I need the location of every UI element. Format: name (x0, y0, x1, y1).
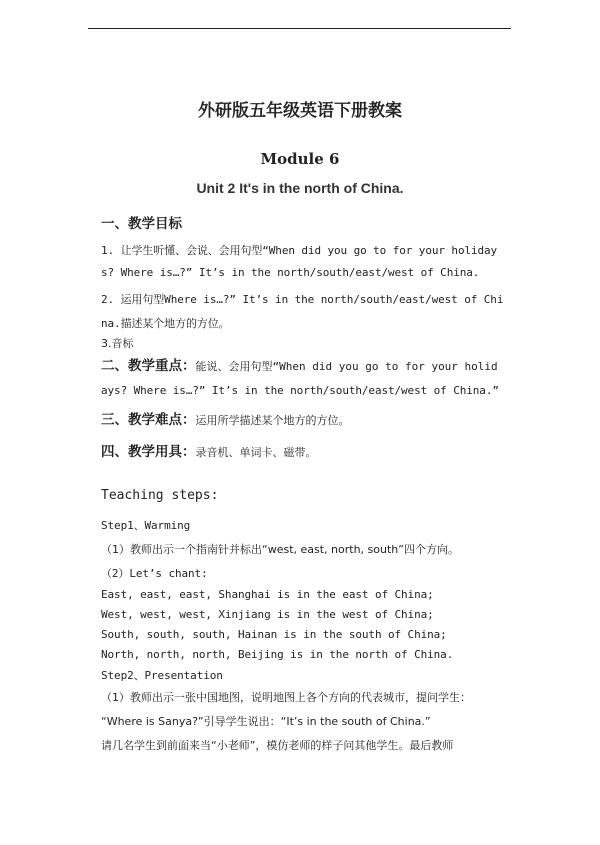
section-aids-heading: 四、教学用具： (101, 444, 196, 460)
document-title: 外研版五年级英语下册教案 (198, 101, 402, 121)
difficulties-row (101, 408, 350, 428)
chant-line: North, north, north, Beijing is in the north of China. (101, 648, 454, 661)
step2-line-2: “Where is Sanya?”引导学生说出：“It’s in the south of China.” (101, 715, 431, 728)
objective-2-line-1: 2. 运用句型Where is…?” It’s in the north/south/east/west of Chi (101, 293, 504, 306)
objective-1-line-1: 1. 让学生听懂、会说、会用句型“When did you go to for your holiday (101, 244, 498, 257)
aids-row (101, 440, 317, 460)
section-difficulties-heading: 三、教学难点： (101, 412, 196, 428)
chant-line: East, east, east, Shanghai is in the east of China; (101, 588, 434, 601)
key-points-row (101, 354, 498, 374)
teaching-steps-heading: Teaching steps: (101, 488, 219, 503)
chant-line: South, south, south, Hainan is in the south of China; (101, 628, 447, 641)
unit-heading: Unit 2 It's in the north of China. (196, 180, 404, 196)
step1-item-2: （2）Let’s chant: (101, 567, 208, 580)
step2-line-1: （1）教师出示一张中国地图，说明地图上各个方向的代表城市，提问学生： (101, 691, 471, 704)
objective-1-line-2: s? Where is…?” It’s in the north/south/east/west of China. (101, 266, 480, 279)
step2-line-3: 请几名学生到前面来当“小老师”，模仿老师的样子问其他学生。最后教师 (101, 739, 454, 752)
objective-2-line-2: na.描述某个地方的方位。 (101, 317, 230, 330)
difficulties-text: 运用所学描述某个地方的方位。 (195, 414, 350, 427)
key-points-line-1: 能说、会用句型“When did you go to for your holid (195, 360, 498, 373)
chant-line: West, west, west, Xinjiang is in the west of China; (101, 608, 434, 621)
aids-text: 录音机、单词卡、磁带。 (195, 446, 317, 459)
step1-item-1: （1）教师出示一个指南针并标出“west, east, north, south”四个方向。 (101, 543, 459, 556)
section-key-points-heading: 二、教学重点： (101, 358, 196, 374)
objective-3: 3.音标 (101, 337, 134, 350)
step1-title: Step1、Warming (101, 519, 191, 532)
section-objectives-heading: 一、教学目标 (101, 216, 182, 232)
module-heading: Module 6 (260, 150, 340, 168)
step2-title: Step2、Presentation (101, 669, 223, 682)
header-rule (88, 28, 511, 29)
key-points-line-2: ays? Where is…?” It’s in the north/south/east/west of China.” (101, 384, 499, 397)
